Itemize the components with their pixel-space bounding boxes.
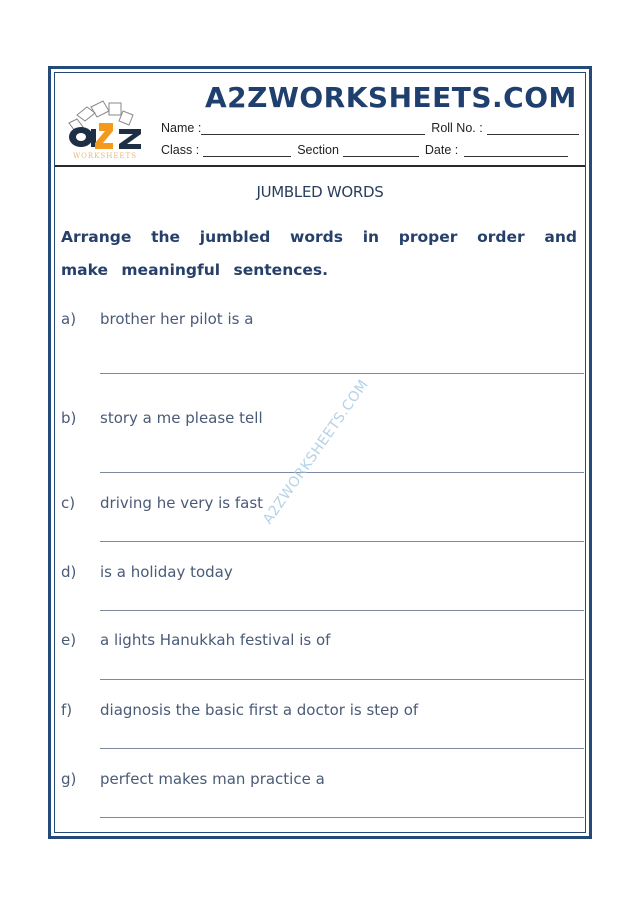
name-label: Name : [161,121,202,135]
roll-label: Roll No. : [431,121,483,135]
question-label: d) [61,563,77,581]
question-label: e) [61,631,77,649]
question-label: b) [61,409,77,427]
question-label: c) [61,494,76,512]
question-text: perfect makes man practice a [100,770,325,788]
roll-field[interactable] [487,122,579,135]
instructions: Arrange the jumbled words in proper order and make meaningful sentences. [61,228,577,279]
answer-line-d[interactable] [100,610,584,611]
a2z-logo-icon [61,93,149,159]
answer-line-b[interactable] [100,472,584,473]
page-border [48,66,592,839]
worksheet-frame [54,72,586,833]
date-field[interactable] [464,144,568,157]
svg-text:WORKSHEETS: WORKSHEETS [72,152,138,159]
answer-line-a[interactable] [100,373,584,374]
question-text: driving he very is fast [100,494,264,512]
question-text: is a holiday today [100,563,233,581]
answer-line-g[interactable] [100,817,584,818]
question-text: story a me please tell [100,409,263,427]
site-title: A2ZWORKSHEETS.COM [205,81,577,114]
question-text: brother her pilot is a [100,310,254,328]
question-text: diagnosis the basic first a doctor is step of [100,701,419,719]
question-label: f) [61,701,73,719]
worksheet-header [55,73,585,167]
watermark: A2ZWORKSHEETS.COM [260,376,372,528]
question-label: g) [61,770,77,788]
answer-line-c[interactable] [100,541,584,542]
class-label: Class : [161,143,200,157]
section-field[interactable] [343,144,419,157]
name-roll-row [161,121,585,135]
answer-line-e[interactable] [100,679,584,680]
question-label: a) [61,310,77,328]
date-label: Date : [424,143,459,157]
class-section-date-row [161,143,574,157]
question-text: a lights Hanukkah festival is of [100,631,331,649]
class-field[interactable] [203,144,291,157]
section-label: Section [297,143,339,157]
worksheet-title: JUMBLED WORDS [256,183,384,201]
answer-line-f[interactable] [100,748,584,749]
name-field[interactable] [201,122,425,135]
